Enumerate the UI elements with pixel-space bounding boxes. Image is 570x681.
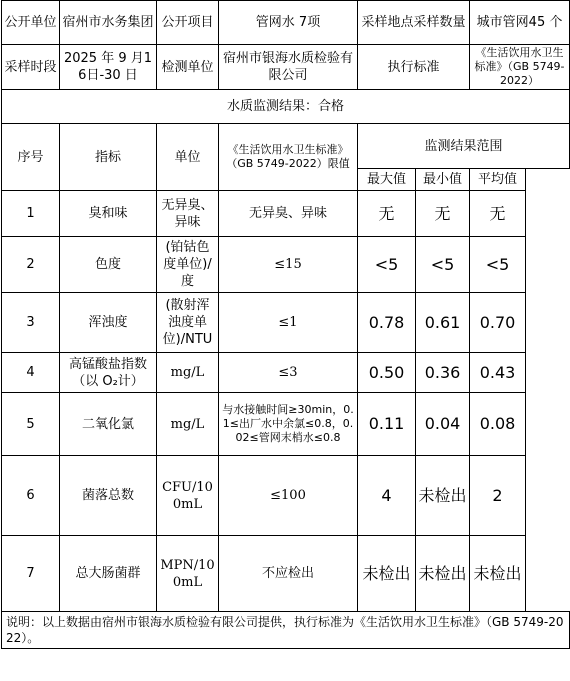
row-indicator: 二氧化氯 bbox=[60, 393, 157, 456]
row-seq: 6 bbox=[2, 456, 60, 536]
col-max: 最大值 bbox=[358, 169, 416, 191]
row-indicator: 高锰酸盐指数（以 O₂计） bbox=[60, 353, 157, 393]
column-header-row-1 bbox=[2, 124, 570, 169]
row-limit: 无异臭、异味 bbox=[219, 191, 358, 237]
row-min: 未检出 bbox=[416, 536, 470, 612]
row-max: 无 bbox=[358, 191, 416, 237]
note-row bbox=[2, 612, 570, 649]
row-unit: MPN/100mL bbox=[157, 536, 219, 612]
result-title-row bbox=[2, 90, 570, 124]
inspector-label: 检测单位 bbox=[157, 45, 219, 90]
note-text: 说明：以上数据由宿州市银海水质检验有限公司提供，执行标准为《生活饮用水卫生标准》（GB 5749-2022）。 bbox=[2, 612, 570, 649]
row-min: 0.61 bbox=[416, 293, 470, 353]
site-value: 城市管网45 个 bbox=[470, 1, 570, 45]
row-indicator: 菌落总数 bbox=[60, 456, 157, 536]
row-avg: 0.70 bbox=[470, 293, 526, 353]
row-seq: 1 bbox=[2, 191, 60, 237]
col-seq: 序号 bbox=[2, 124, 60, 191]
row-limit: ≤3 bbox=[219, 353, 358, 393]
org-label: 公开单位 bbox=[2, 1, 60, 45]
row-max: 0.11 bbox=[358, 393, 416, 456]
row-unit: (铂钴色度单位)/度 bbox=[157, 237, 219, 293]
inspector-value: 宿州市银海水质检验有限公司 bbox=[219, 45, 358, 90]
col-limit: 《生活饮用水卫生标准》（GB 5749-2022）限值 bbox=[219, 124, 358, 191]
item-value: 管网水 7项 bbox=[219, 1, 358, 45]
table-row bbox=[2, 393, 570, 456]
table-row bbox=[2, 353, 570, 393]
row-min: 0.36 bbox=[416, 353, 470, 393]
table-row bbox=[2, 191, 570, 237]
row-avg: 无 bbox=[470, 191, 526, 237]
row-min: 无 bbox=[416, 191, 470, 237]
row-min: 0.04 bbox=[416, 393, 470, 456]
standard-value: 《生活饮用水卫生标准》（GB 5749-2022） bbox=[470, 45, 570, 90]
row-max: <5 bbox=[358, 237, 416, 293]
row-seq: 5 bbox=[2, 393, 60, 456]
table-row bbox=[2, 456, 570, 536]
col-min: 最小值 bbox=[416, 169, 470, 191]
time-value: 2025 年 9 月16日-30 日 bbox=[60, 45, 157, 90]
row-avg: 未检出 bbox=[470, 536, 526, 612]
header-row-2 bbox=[2, 45, 570, 90]
row-avg: <5 bbox=[470, 237, 526, 293]
row-seq: 3 bbox=[2, 293, 60, 353]
row-seq: 4 bbox=[2, 353, 60, 393]
site-label: 采样地点采样数量 bbox=[358, 1, 470, 45]
row-limit: 不应检出 bbox=[219, 536, 358, 612]
row-min: <5 bbox=[416, 237, 470, 293]
result-title: 水质监测结果：合格 bbox=[2, 90, 570, 124]
water-quality-table bbox=[1, 0, 570, 649]
row-max: 0.78 bbox=[358, 293, 416, 353]
header-row-1 bbox=[2, 1, 570, 45]
row-avg: 0.08 bbox=[470, 393, 526, 456]
time-label: 采样时段 bbox=[2, 45, 60, 90]
row-max: 4 bbox=[358, 456, 416, 536]
row-seq: 7 bbox=[2, 536, 60, 612]
row-indicator: 总大肠菌群 bbox=[60, 536, 157, 612]
org-value: 宿州市水务集团 bbox=[60, 1, 157, 45]
row-limit: ≤15 bbox=[219, 237, 358, 293]
row-min: 未检出 bbox=[416, 456, 470, 536]
row-max: 未检出 bbox=[358, 536, 416, 612]
table-row bbox=[2, 536, 570, 612]
row-indicator: 浑浊度 bbox=[60, 293, 157, 353]
table-row bbox=[2, 237, 570, 293]
row-indicator: 色度 bbox=[60, 237, 157, 293]
row-seq: 2 bbox=[2, 237, 60, 293]
row-indicator: 臭和味 bbox=[60, 191, 157, 237]
row-unit: mg/L bbox=[157, 393, 219, 456]
standard-label: 执行标准 bbox=[358, 45, 470, 90]
col-avg: 平均值 bbox=[470, 169, 526, 191]
col-unit: 单位 bbox=[157, 124, 219, 191]
row-unit: mg/L bbox=[157, 353, 219, 393]
table-row bbox=[2, 293, 570, 353]
row-unit: 无异臭、异味 bbox=[157, 191, 219, 237]
row-unit: CFU/100mL bbox=[157, 456, 219, 536]
row-max: 0.50 bbox=[358, 353, 416, 393]
row-avg: 2 bbox=[470, 456, 526, 536]
row-limit: ≤1 bbox=[219, 293, 358, 353]
col-range: 监测结果范围 bbox=[358, 124, 570, 169]
row-unit: (散射浑浊度单位)/NTU bbox=[157, 293, 219, 353]
row-limit: ≤100 bbox=[219, 456, 358, 536]
row-limit: 与水接触时间≥30min，0.1≤出厂水中余氯≤0.8，0.02≤管网末梢水≤0.8 bbox=[219, 393, 358, 456]
col-indicator: 指标 bbox=[60, 124, 157, 191]
row-avg: 0.43 bbox=[470, 353, 526, 393]
item-label: 公开项目 bbox=[157, 1, 219, 45]
